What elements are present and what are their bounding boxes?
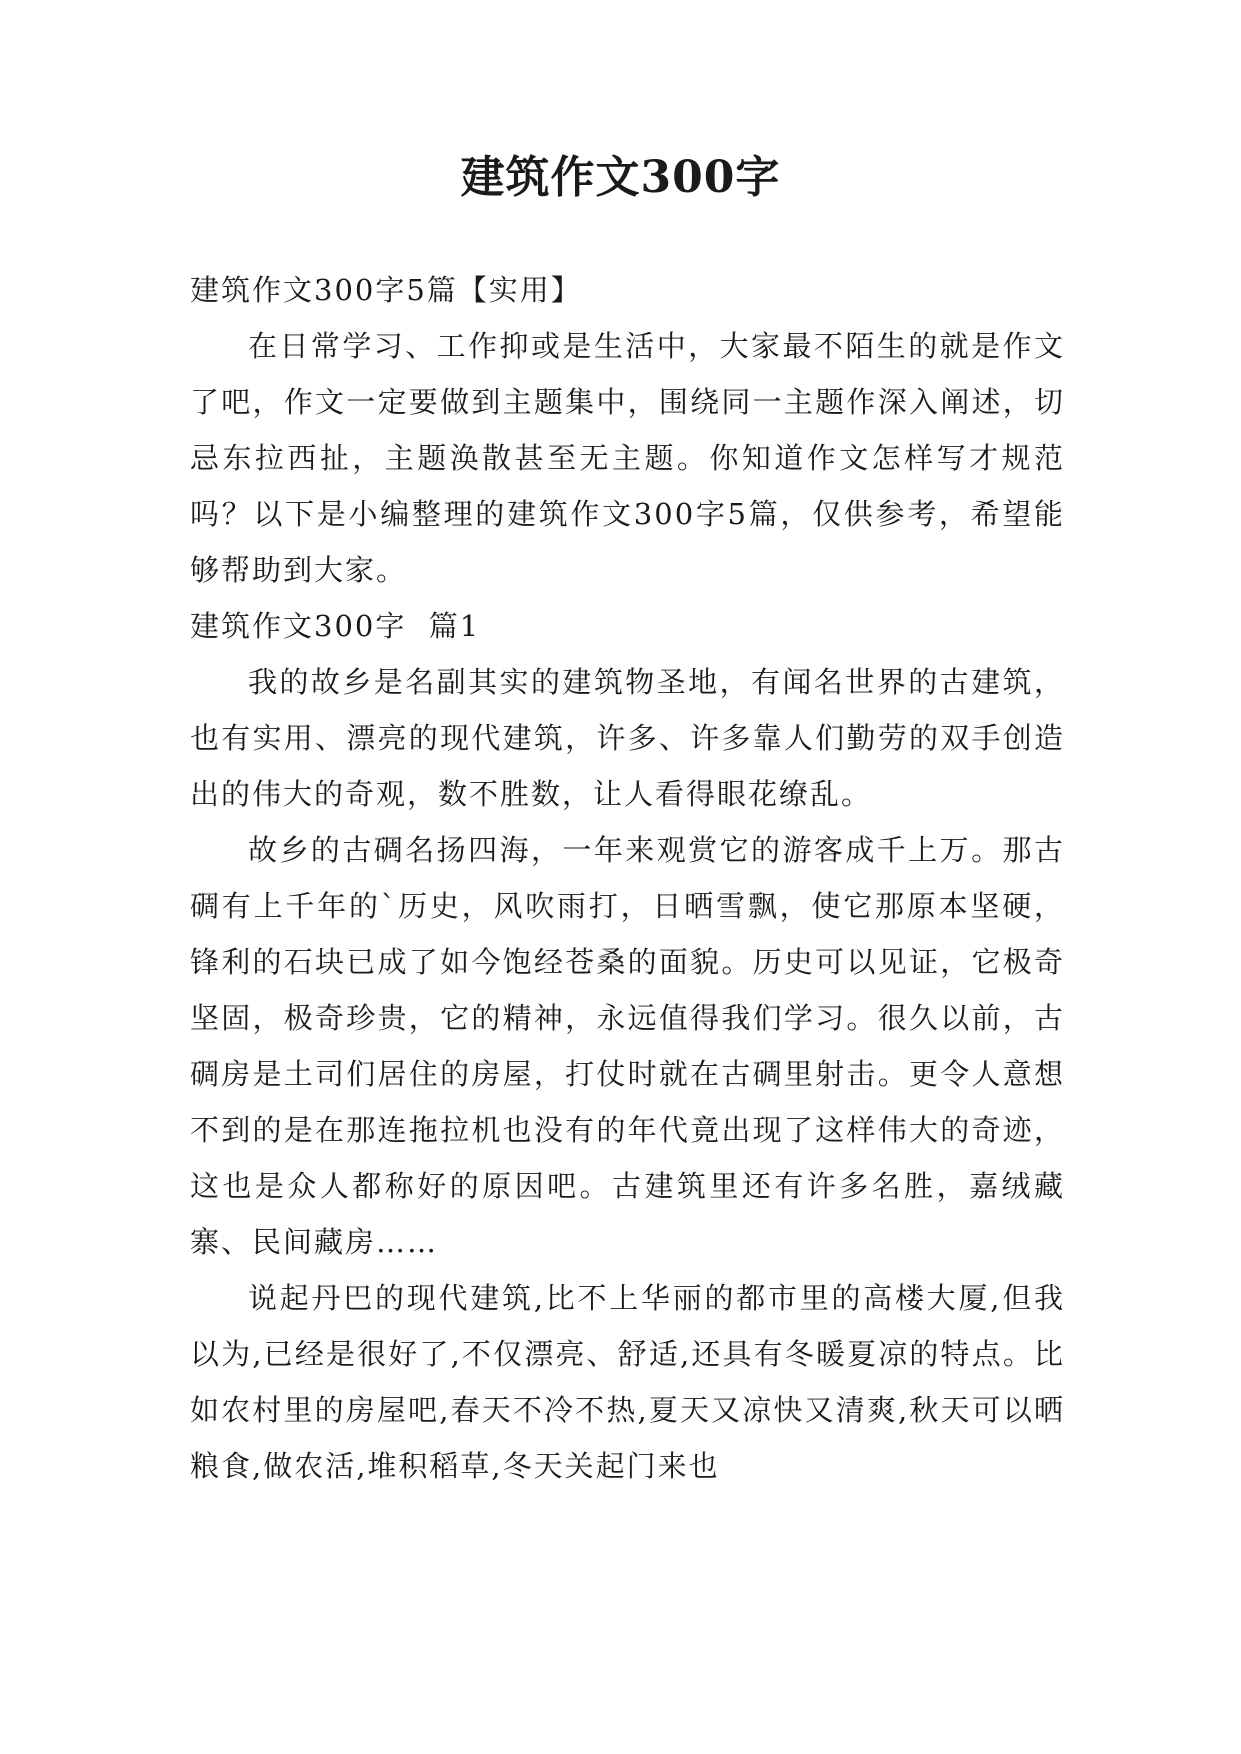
body-paragraph-1: 我的故乡是名副其实的建筑物圣地，有闻名世界的古建筑，也有实用、漂亮的现代建筑，许多、许多靠人们勤劳的双手创造出的伟大的奇观，数不胜数，让人看得眼花缭乱。 [190, 665, 1065, 811]
body-paragraph-2: 故乡的古碉名扬四海，一年来观赏它的游客成千上万。那古碉有上千年的`历史，风吹雨打，日晒雪飘，使它那原本坚硬，锋利的石块已成了如今饱经苍桑的面貌。历史可以见证，它极奇坚固，极奇珍贵，它的精神，永远值得我们学习。很久以前，古碉房是土司们居住的房屋，打仗时就在古碉里射击。更令人意想不到的是在那连拖拉机也没有的年代竟出现了这样伟大的奇迹，这也是众人都称好的原因吧。古建筑里还有许多名胜，嘉绒藏寨、民间藏房…… [190, 833, 1065, 1259]
document-title: 建筑作文300字 [460, 152, 781, 203]
document-subtitle: 建筑作文300字5篇【实用】 [190, 273, 582, 307]
document-body [190, 262, 1065, 1494]
intro-paragraph: 在日常学习、工作抑或是生活中，大家最不陌生的就是作文了吧，作文一定要做到主题集中，围绕同一主题作深入阐述，切忌东拉西扯，主题涣散甚至无主题。你知道作文怎样写才规范吗？以下是小编整理的建筑作文300字5篇，仅供参考，希望能够帮助到大家。 [190, 329, 1065, 587]
body-paragraph-3: 说起丹巴的现代建筑,比不上华丽的都市里的高楼大厦,但我以为,已经是很好了,不仅漂亮、舒适,还具有冬暖夏凉的特点。比如农村里的房屋吧,春天不冷不热,夏天又凉快又清爽,秋天可以晒粮食,做农活,堆积稻草,冬天关起门来也 [190, 1281, 1065, 1483]
section-heading: 建筑作文300字 篇1 [190, 609, 481, 643]
